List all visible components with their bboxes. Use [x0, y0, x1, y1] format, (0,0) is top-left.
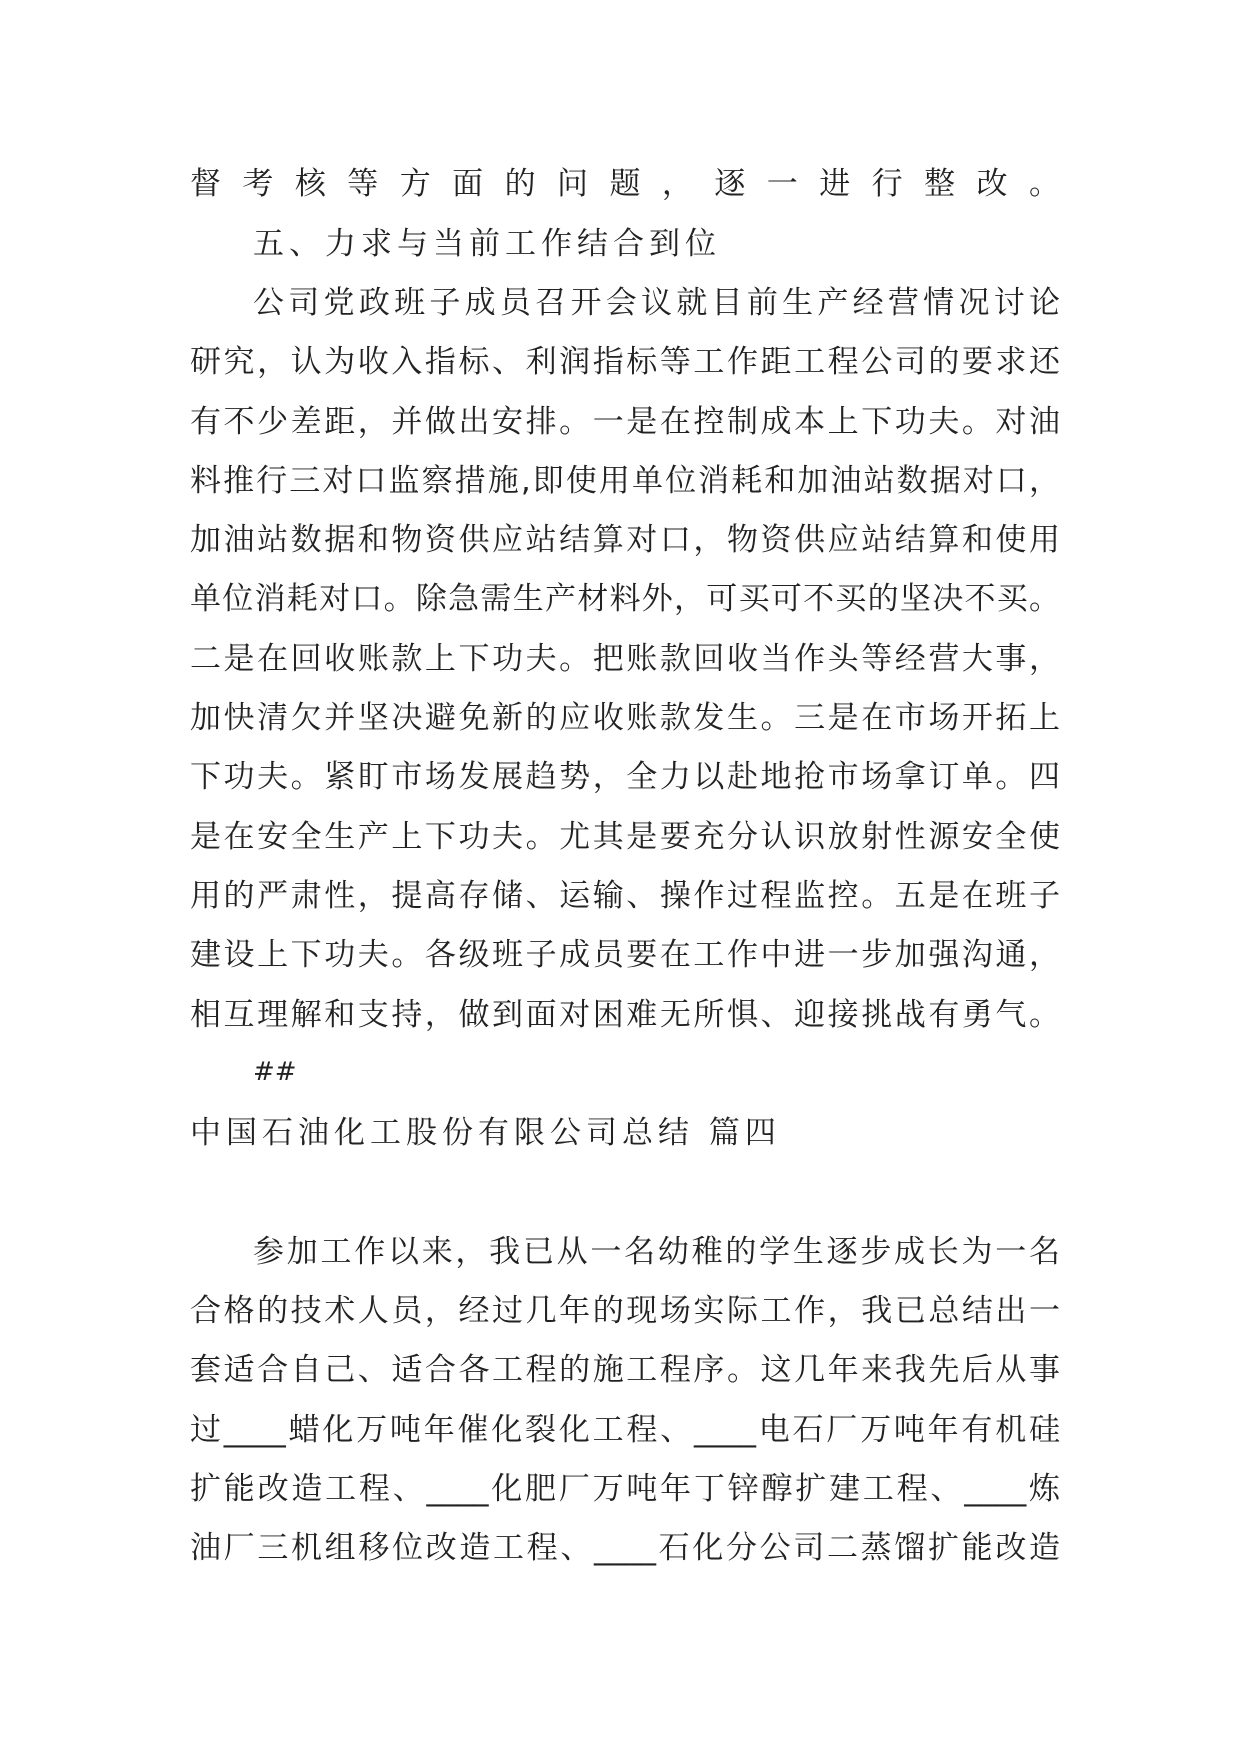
paragraph-line: 参加工作以来，我已从一名幼稚的学生逐步成长为一名 [253, 1234, 1060, 1270]
paragraph-line: 料推行三对口监察措施,即使用单位消耗和加油站数据对口， [190, 463, 1060, 499]
paragraph-line: 是在安全生产上下功夫。尤其是要充分认识放射性源安全使 [190, 819, 1060, 855]
paragraph-line: 套适合自己、适合各工程的施工程序。这几年来我先后从事 [190, 1352, 1060, 1388]
paragraph-line: 建设上下功夫。各级班子成员要在工作中进一步加强沟通， [190, 937, 1060, 973]
paragraph-line: 督考核等方面的问题，逐一进行整改。 [190, 166, 1060, 202]
paragraph-line: 过____蜡化万吨年催化裂化工程、____电石厂万吨年有机硅 [190, 1412, 1060, 1448]
section-heading: 五、力求与当前工作结合到位 [253, 226, 721, 262]
section-marker: ## [253, 1057, 297, 1087]
paragraph-line: 单位消耗对口。除急需生产材料外，可买可不买的坚决不买。 [190, 581, 1060, 617]
paragraph-line: 研究，认为收入指标、利润指标等工作距工程公司的要求还 [190, 344, 1060, 380]
paragraph-line: 扩能改造工程、____化肥厂万吨年丁锌醇扩建工程、____炼 [190, 1471, 1060, 1507]
section-title: 中国石油化工股份有限公司总结 篇四 [190, 1115, 781, 1151]
paragraph-line: 加油站数据和物资供应站结算对口，物资供应站结算和使用 [190, 522, 1060, 558]
paragraph-line: 二是在回收账款上下功夫。把账款回收当作头等经营大事， [190, 641, 1060, 677]
paragraph-line: 用的严肃性，提高存储、运输、操作过程监控。五是在班子 [190, 878, 1060, 914]
paragraph-line: 油厂三机组移位改造工程、____石化分公司二蒸馏扩能改造 [190, 1530, 1060, 1566]
paragraph-line: 相互理解和支持，做到面对困难无所惧、迎接挑战有勇气。 [190, 997, 1060, 1033]
paragraph-line: 加快清欠并坚决避免新的应收账款发生。三是在市场开拓上 [190, 700, 1060, 736]
paragraph-line: 下功夫。紧盯市场发展趋势，全力以赴地抢市场拿订单。四 [190, 759, 1060, 795]
paragraph-line: 公司党政班子成员召开会议就目前生产经营情况讨论 [253, 285, 1060, 321]
paragraph-line: 有不少差距，并做出安排。一是在控制成本上下功夫。对油 [190, 404, 1060, 440]
paragraph-line: 合格的技术人员，经过几年的现场实际工作，我已总结出一 [190, 1293, 1060, 1329]
